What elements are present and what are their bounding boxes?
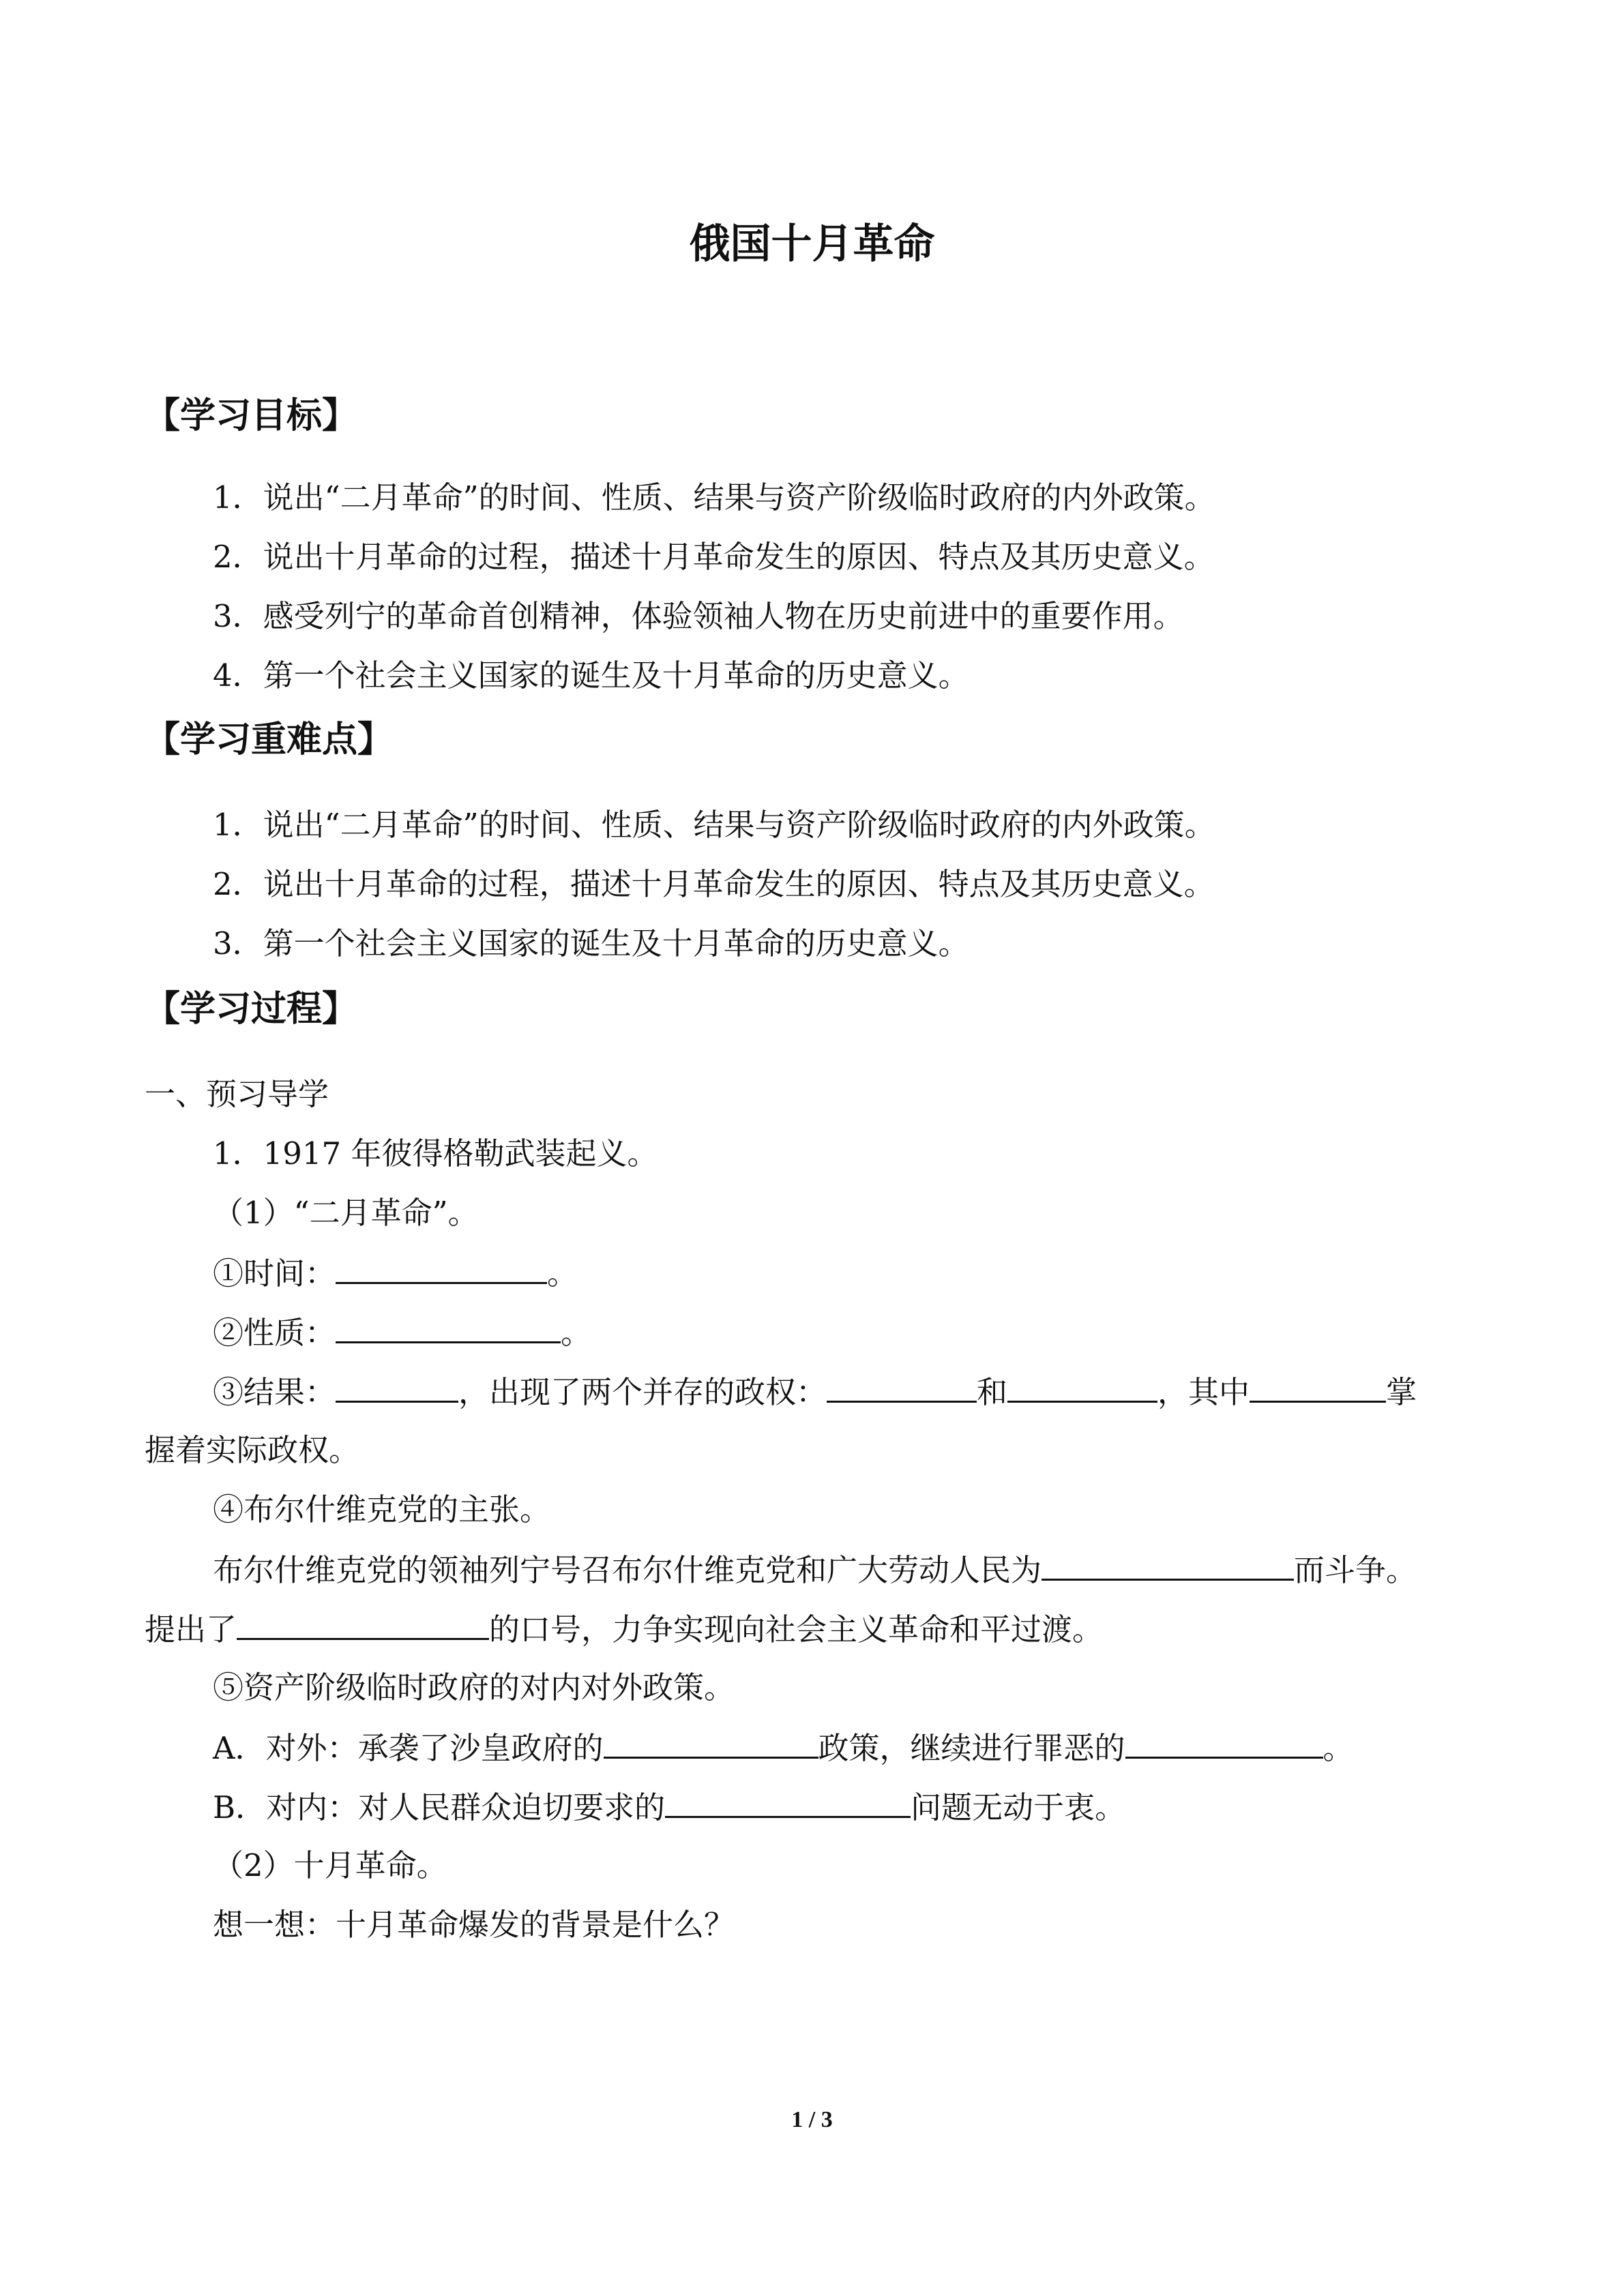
- policy-text: B．对内：对人民群众迫切要求的: [213, 1789, 666, 1825]
- question-line: 1．1917 年彼得格勒武装起义。: [213, 1135, 658, 1172]
- question-line: （2）十月革命。: [213, 1847, 447, 1883]
- page-number: 1 / 3: [791, 2107, 833, 2132]
- bolshevik-text: 提出了: [145, 1611, 237, 1648]
- regime-blank-1[interactable]: [827, 1371, 977, 1403]
- key-point-item: 1．说出“二月革命”的时间、性质、结果与资产阶级临时政府的内外政策。: [213, 807, 1215, 843]
- section-heading-key-points: 【学习重难点】: [145, 719, 394, 760]
- period: 。: [561, 1315, 592, 1351]
- key-point-item: 3．第一个社会主义国家的诞生及十月革命的历史意义。: [213, 925, 969, 961]
- time-blank[interactable]: [336, 1252, 547, 1284]
- bolshevik-line-1: [213, 1549, 1417, 1591]
- policy-b-line: [213, 1786, 1125, 1828]
- regime-blank-2[interactable]: [1007, 1371, 1157, 1403]
- key-point-item: 2．说出十月革命的过程，描述十月革命发生的原因、特点及其历史意义。: [213, 866, 1215, 902]
- bolshevik-line-2: [145, 1608, 1103, 1650]
- policy-text: A．对外：承袭了沙皇政府的: [213, 1730, 604, 1766]
- slogan-blank[interactable]: [237, 1608, 489, 1640]
- subsection-heading: 一、预习导学: [145, 1076, 329, 1112]
- bolshevik-text: 的口号，力争实现向社会主义革命和平过渡。: [489, 1611, 1104, 1648]
- result-label: ③结果：: [213, 1374, 336, 1410]
- policy-text: 问题无动于衷。: [911, 1789, 1126, 1825]
- time-label: ①时间：: [213, 1255, 336, 1292]
- goal-item: 1．说出“二月革命”的时间、性质、结果与资产阶级临时政府的内外政策。: [213, 479, 1215, 516]
- result-text: 和: [977, 1374, 1008, 1410]
- result-text: 掌: [1386, 1374, 1417, 1410]
- power-blank[interactable]: [1250, 1371, 1386, 1403]
- bolshevik-text: 而斗争。: [1294, 1552, 1417, 1588]
- page-title: 俄国十月革命: [689, 220, 935, 268]
- policy-text: 政策，继续进行罪恶的: [818, 1730, 1125, 1766]
- policy-text: 。: [1323, 1730, 1354, 1766]
- result-continuation: 握着实际政权。: [145, 1432, 360, 1468]
- section-heading-goals: 【学习目标】: [145, 396, 358, 436]
- result-fill-line: [213, 1371, 1417, 1413]
- result-text: ，其中: [1157, 1374, 1250, 1410]
- period: 。: [547, 1255, 578, 1292]
- think-question: 想一想：十月革命爆发的背景是什么？: [213, 1907, 735, 1943]
- result-text: ，出现了两个并存的政权：: [458, 1374, 827, 1410]
- nature-fill-line: [213, 1311, 591, 1354]
- struggle-blank[interactable]: [1042, 1549, 1294, 1581]
- policy-a-line: [213, 1727, 1354, 1769]
- nature-blank[interactable]: [336, 1311, 561, 1343]
- goal-item: 2．说出十月革命的过程，描述十月革命发生的原因、特点及其历史意义。: [213, 539, 1215, 575]
- section-heading-process: 【学习过程】: [145, 989, 358, 1030]
- war-blank[interactable]: [1125, 1727, 1323, 1759]
- result-blank[interactable]: [336, 1371, 458, 1403]
- question-line: （1）“二月革命”。: [213, 1195, 479, 1231]
- foreign-policy-blank[interactable]: [604, 1727, 818, 1759]
- goal-item: 4．第一个社会主义国家的诞生及十月革命的历史意义。: [213, 657, 969, 694]
- bolshevik-text: 布尔什维克党的领袖列宁号召布尔什维克党和广大劳动人民为: [213, 1552, 1042, 1588]
- goal-item: 3．感受列宁的革命首创精神，体验领袖人物在历史前进中的重要作用。: [213, 598, 1184, 634]
- nature-label: ②性质：: [213, 1315, 336, 1351]
- time-fill-line: [213, 1252, 578, 1294]
- bolshevik-title: ④布尔什维克党的主张。: [213, 1491, 551, 1527]
- domestic-issue-blank[interactable]: [665, 1786, 911, 1818]
- policy-title: ⑤资产阶级临时政府的对内对外政策。: [213, 1669, 735, 1705]
